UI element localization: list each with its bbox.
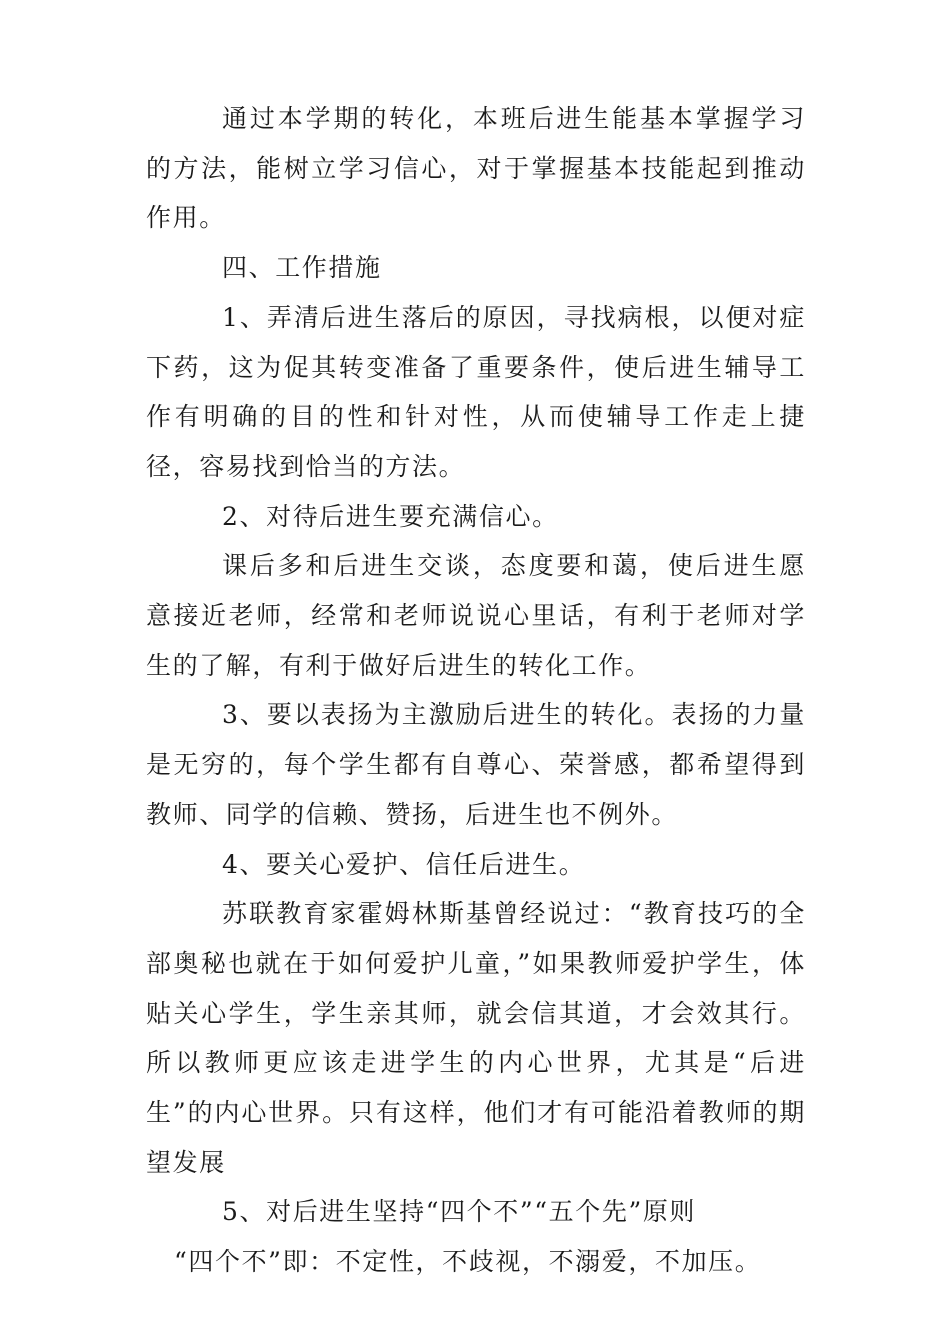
paragraph-measure-1: 1、弄清后进生落后的原因，寻找病根，以便对症下药，这为促其转变准备了重要条件，使后进生辅导工作有明确的目的性和针对性，从而使辅导工作走上捷径，容易找到恰当的方法。 [146, 302, 806, 481]
paragraph-measure-2-body: 课后多和后进生交谈，态度要和蔼，使后进生愿意接近老师，经常和老师说说心里话，有利于老师对学生的了解，有利于做好后进生的转化工作。 [146, 551, 806, 680]
paragraph-measure-4-title: 4、要关心爱护、信任后进生。 [222, 849, 586, 879]
paragraph-measure-4-body: 苏联教育家霍姆林斯基曾经说过：“教育技巧的全部奥秘也就在于如何爱护儿童，”如果教师爱护学生，体贴关心学生，学生亲其师，就会信其道，才会效其行。所以教师更应该走进学生的内心世界，尤其是“后进生”的内心世界。只有这样，他们才有可能沿着教师的期望发展 [146, 899, 806, 1177]
section-heading-work-measures: 四、工作措施 [222, 253, 382, 283]
paragraph-four-nots: “四个不”即：不定性，不歧视，不溺爱，不加压。 [174, 1247, 762, 1277]
paragraph-measure-2-title: 2、对待后进生要充满信心。 [222, 501, 559, 531]
document-body [146, 94, 806, 1287]
paragraph-measure-5-title: 5、对后进生坚持“四个不”“五个先”原则 [222, 1197, 697, 1227]
paragraph-intro-result: 通过本学期的转化，本班后进生能基本掌握学习的方法，能树立学习信心，对于掌握基本技能起到推动作用。 [146, 104, 806, 233]
paragraph-measure-3: 3、要以表扬为主激励后进生的转化。表扬的力量是无穷的，每个学生都有自尊心、荣誉感，都希望得到教师、同学的信赖、赞扬，后进生也不例外。 [146, 700, 806, 829]
